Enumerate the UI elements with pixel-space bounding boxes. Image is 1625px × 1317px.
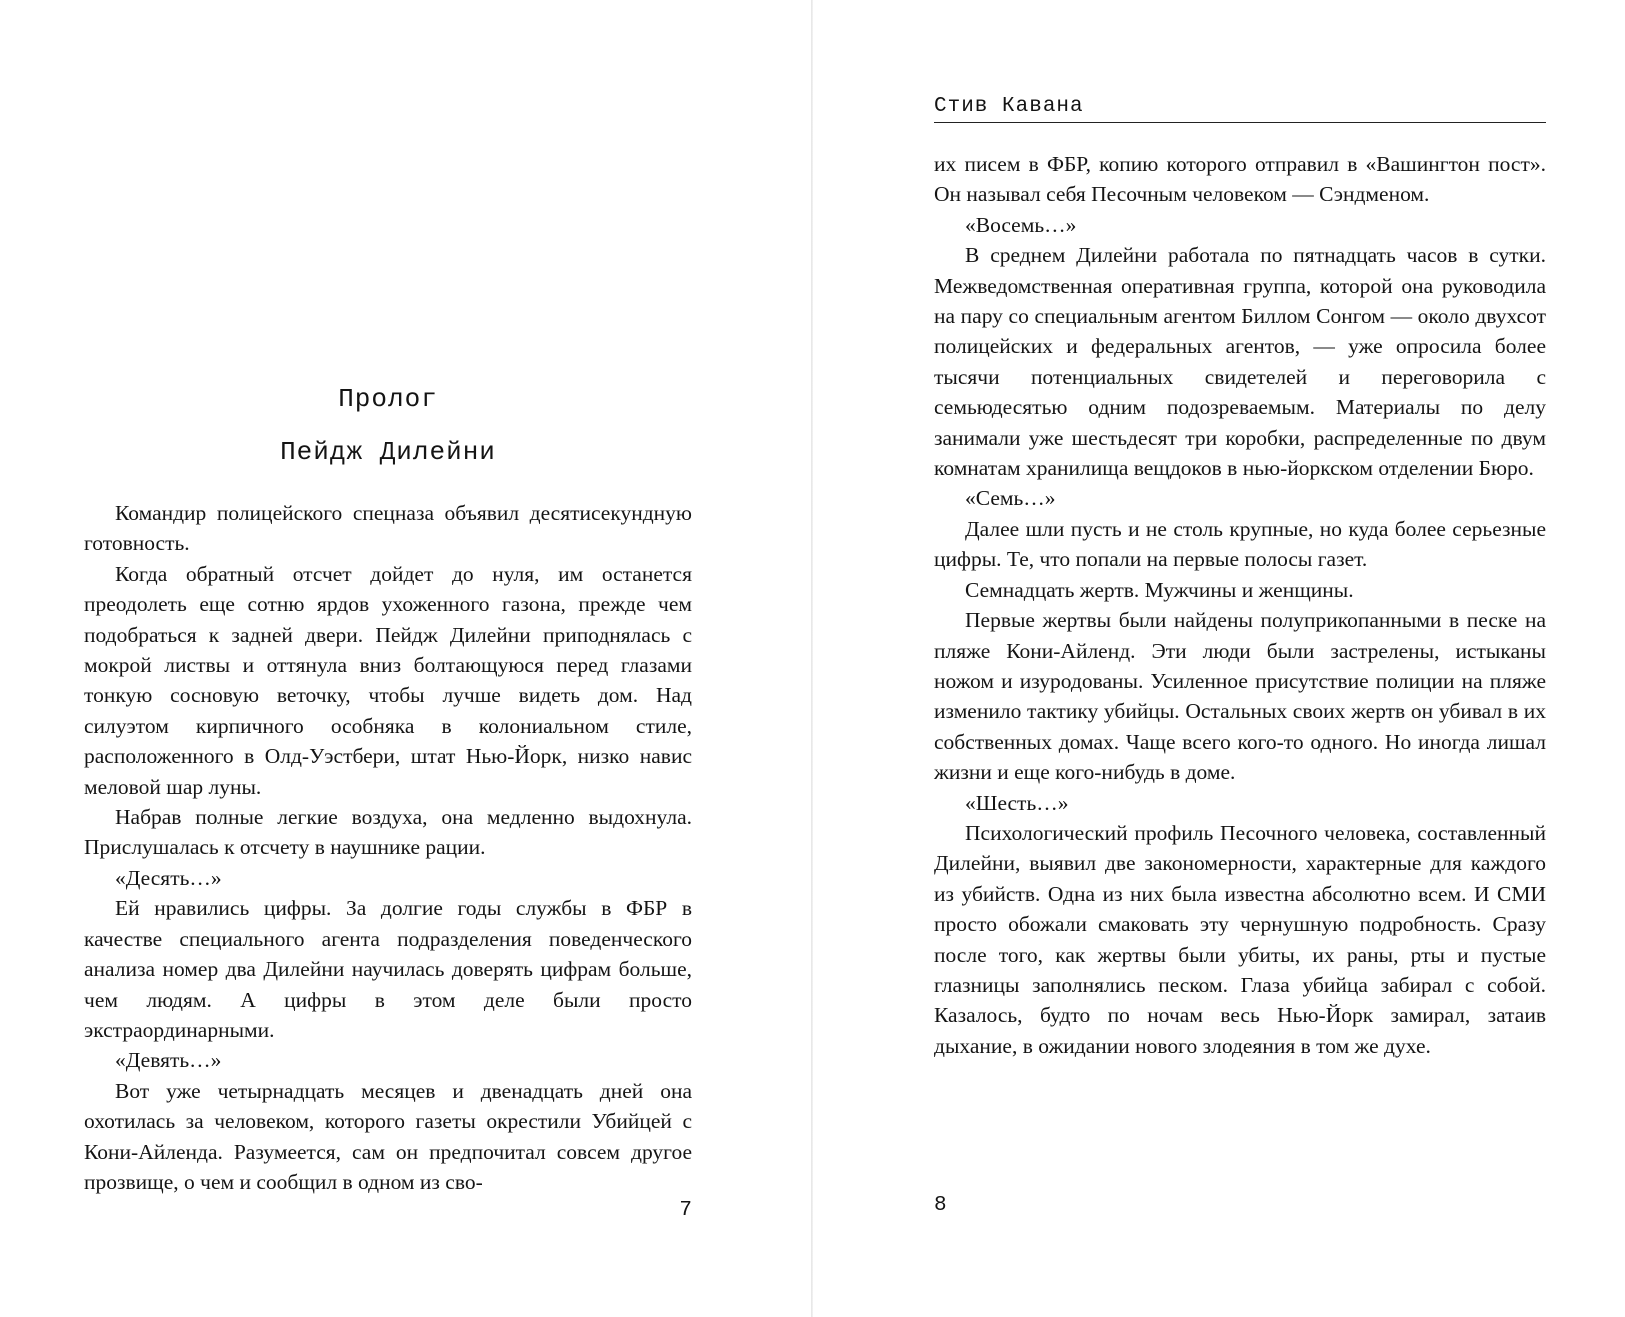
paragraph: «Десять…» xyxy=(115,865,222,890)
paragraph: В среднем Дилейни работала по пятнадцать часов в сутки. Межведомственная оперативная группа, которой она руководила на пару со специальным агентом Биллом Сонгом — около двухсот полицейских и федеральных агентов, — уже опросила более тысячи потенциальных свидетелей и переговорила с семьюдесятью одним подозреваемым. Материалы по делу занимали уже шестьдесят три коробки, распределенные по двум комнатам хранилища вещдоков в нью-йоркском отделении Бюро. xyxy=(934,243,1546,481)
running-head: Стив Кавана xyxy=(934,92,1546,123)
paragraph: Ей нравились цифры. За долгие годы службы в ФБР в качестве специального агента подразделения поведенческого анализа номер два Дилейни научилась доверять цифрам больше, чем людям. А цифры в этом деле были просто экстраординарными. xyxy=(84,896,692,1042)
paragraph: Психологический профиль Песочного человека, составленный Дилейни, выявил две закономерности, характерные для каждого из убийств. Одна из них была известна абсолютно всем. И СМИ просто обожали смаковать эту чернушную подробность. Сразу после того, как жертвы были убиты, их раны, рты и пустые глазницы заполнялись песком. Глаза убийца забирал с собой. Казалось, будто по ночам весь Нью-Йорк замирал, затаив дыхание, в ожидании нового злодеяния в том же духе. xyxy=(934,820,1546,1058)
left-page xyxy=(0,0,812,1317)
right-page-body xyxy=(934,149,1546,1061)
paragraph: Командир полицейского спецназа объявил десятисекундную готовность. xyxy=(84,501,692,556)
page-number-left: 7 xyxy=(679,1199,692,1222)
paragraph: Набрав полные легкие воздуха, она медленно выдохнула. Прислушалась к отсчету в наушнике рации. xyxy=(84,805,692,860)
paragraph: «Восемь…» xyxy=(965,212,1077,237)
paragraph: Первые жертвы были найдены полуприкопанными в песке на пляже Кони-Айленд. Эти люди были застрелены, истыканы ножом и изуродованы. Усиленное присутствие полиции на пляже изменило тактику убийцы. Остальных своих жертв он убивал в их собственных домах. Чаще всего кого-то одного. Но иногда лишал жизни и еще кого-нибудь в доме. xyxy=(934,608,1546,785)
gutter-divider xyxy=(811,0,813,1317)
chapter-title: Пролог xyxy=(338,384,438,414)
paragraph: «Шесть…» xyxy=(965,790,1069,815)
paragraph: Вот уже четырнадцать месяцев и двенадцать дней она охотилась за человеком, которого газеты окрестили Убийцей с Кони-Айленда. Разумеется, сам он предпочитал совсем другое прозвище, о чем и сообщил в одном из сво- xyxy=(84,1078,692,1194)
paragraph: Семнадцать жертв. Мужчины и женщины. xyxy=(965,577,1354,602)
chapter-subtitle: Пейдж Дилейни xyxy=(280,437,496,467)
paragraph-continuation: их писем в ФБР, копию которого отправил в «Вашингтон пост». Он называл себя Песочным человеком — Сэндменом. xyxy=(934,152,1546,207)
paragraph: «Семь…» xyxy=(965,486,1056,511)
page-number-right: 8 xyxy=(934,1194,947,1217)
left-page-body xyxy=(84,498,692,1197)
paragraph: Далее шли пусть и не столь крупные, но куда более серьезные цифры. Те, что попали на первые полосы газет. xyxy=(934,516,1546,572)
paragraph: Когда обратный отсчет дойдет до нуля, им останется преодолеть еще сотню ярдов ухоженного газона, прежде чем подобраться к задней двери. Пейдж Дилейни приподнялась с мокрой листвы и оттянула вниз болтающуюся перед глазами тонкую сосновую веточку, чтобы лучше видеть дом. Над силуэтом кирпичного особняка в колониальном стиле, расположенного в Олд-Уэстбери, штат Нью-Йорк, низко навис меловой шар луны. xyxy=(84,561,692,799)
paragraph: «Девять…» xyxy=(115,1048,222,1073)
